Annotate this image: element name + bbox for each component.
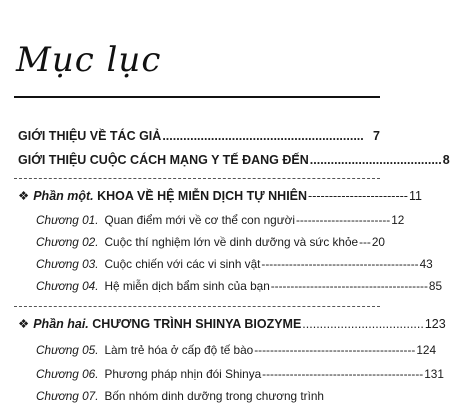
chapter-title: Quan điểm mới về cơ thể con người: [104, 213, 295, 227]
diamond-bullet-icon: ❖: [18, 317, 30, 331]
chapter-title: Phương pháp nhịn đói Shinya: [104, 367, 262, 381]
dot-leader: ...................................: [302, 317, 424, 331]
chapter-title: Cuộc thí nghiệm lớn về dinh dưỡng và sức khỏe: [104, 235, 359, 249]
dash-leader: ------------------------: [308, 189, 408, 203]
page-number: 7: [373, 129, 380, 143]
toc-entry-text: GIỚI THIỆU CUỘC CÁCH MẠNG Y TẾ ĐANG ĐẾN: [18, 153, 309, 167]
toc-chapter-03[interactable]: [36, 256, 433, 272]
toc-chapter-01[interactable]: [36, 212, 405, 228]
dash-leader: ---: [359, 235, 371, 249]
toc-entry-text: GIỚI THIỆU VỀ TÁC GIẢ: [18, 129, 162, 143]
chapter-label: Chương 07.: [36, 389, 99, 403]
page-number: 123: [424, 317, 446, 331]
chapter-title: Cuộc chiến với các vi sinh vật: [104, 257, 261, 271]
dash-leader: -----------------------------------------: [262, 367, 424, 381]
dash-leader: ------------------------: [295, 213, 391, 227]
page-number: 43: [419, 257, 433, 271]
chapter-label: Chương 04.: [36, 279, 99, 293]
page-title: Mục lục: [16, 40, 162, 80]
chapter-label: Chương 02.: [36, 235, 99, 249]
part-title: CHƯƠNG TRÌNH SHINYA BIOZYME: [92, 317, 302, 331]
page-number: 85: [428, 279, 443, 293]
title-underline: [14, 96, 380, 98]
page-number: 20: [371, 235, 385, 249]
chapter-label: Chương 01.: [36, 213, 99, 227]
chapter-label: Chương 05.: [36, 343, 99, 357]
page-number: 8: [442, 153, 450, 167]
chapter-title: Hệ miễn dịch bẩm sinh của bạn: [104, 279, 270, 293]
part-label: Phần hai.: [33, 317, 89, 331]
toc-part-one[interactable]: [18, 188, 422, 204]
dot-leader: ..........................................................: [162, 129, 364, 143]
page-number: 11: [408, 189, 422, 203]
toc-chapter-05[interactable]: [36, 342, 437, 358]
toc-chapter-07[interactable]: [36, 388, 380, 404]
chapter-title: Bốn nhóm dinh dưỡng trong chương trình: [104, 389, 324, 403]
part-title: KHOA VỀ HỆ MIỄN DỊCH TỰ NHIÊN: [97, 189, 308, 203]
section-divider: [14, 306, 380, 307]
dash-leader: ----------------------------------------: [270, 279, 428, 293]
dot-leader: ......................................: [309, 153, 442, 167]
diamond-bullet-icon: ❖: [18, 189, 30, 203]
toc-chapter-06[interactable]: [36, 366, 444, 382]
dash-leader: -----------------------------------------: [254, 343, 416, 357]
page-number: 12: [391, 213, 405, 227]
chapter-label: Chương 06.: [36, 367, 99, 381]
toc-part-two[interactable]: [18, 316, 446, 332]
page-number: 131: [424, 367, 444, 381]
toc-entry-intro[interactable]: [18, 152, 450, 168]
dash-leader: ----------------------------------------: [261, 257, 419, 271]
toc-chapter-04[interactable]: [36, 278, 443, 294]
section-divider: [14, 178, 380, 179]
toc-chapter-02[interactable]: [36, 234, 385, 250]
page-number: 124: [416, 343, 437, 357]
part-label: Phần một.: [33, 189, 94, 203]
chapter-title: Làm trẻ hóa ở cấp độ tế bào: [104, 343, 254, 357]
toc-entry-author[interactable]: [18, 128, 380, 144]
chapter-label: Chương 03.: [36, 257, 99, 271]
